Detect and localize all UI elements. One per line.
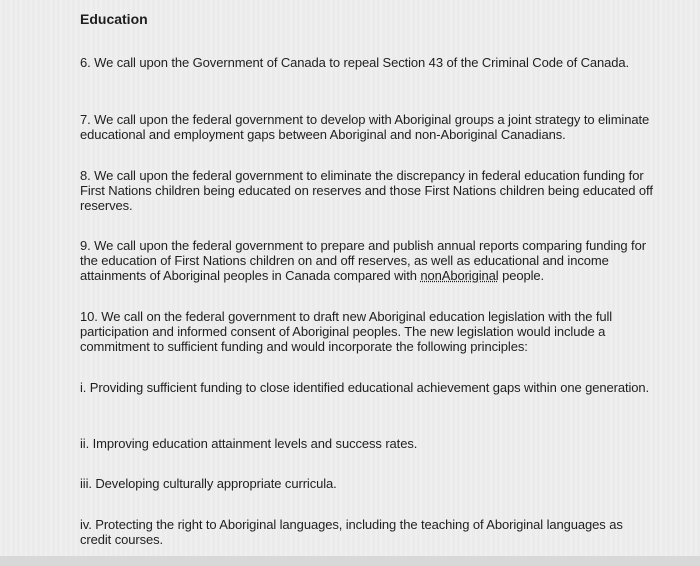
call-to-action-9-underlined-term: nonAboriginal <box>420 268 499 283</box>
call-to-action-7: 7. We call upon the federal government to develop with Aboriginal groups a joint strategy to eliminate educational and employment gaps between Aboriginal and non-Aboriginal Canadians. <box>80 112 650 142</box>
call-to-action-9 <box>80 238 655 283</box>
section-heading: Education <box>80 11 148 27</box>
call-to-action-6: 6. We call upon the Government of Canada to repeal Section 43 of the Criminal Code of Canada. <box>80 55 630 70</box>
call-to-action-8: 8. We call upon the federal government to eliminate the discrepancy in federal education funding for First Nations children being educated on reserves and those First Nations children being educated off reserves. <box>80 168 653 213</box>
principle-iii: iii. Developing culturally appropriate curricula. <box>80 476 337 491</box>
call-to-action-10: 10. We call on the federal government to draft new Aboriginal education legislation with the full participation and informed consent of Aboriginal peoples. The new legislation would include a commitment to sufficient funding and would incorporate the following principles: <box>80 309 613 354</box>
bottom-edge-strip <box>0 556 700 566</box>
principle-ii: ii. Improving education attainment levels and success rates. <box>80 436 418 451</box>
call-to-action-9-text: 9. We call upon the federal government to prepare and publish annual reports comparing funding for the education of First Nations children on and off reserves, as well as educational and income attainments of Aboriginal peoples in Canada compared with <box>80 238 646 283</box>
call-to-action-9-end: people. <box>498 268 545 283</box>
principle-i: i. Providing sufficient funding to close identified educational achievement gaps within one generation. <box>80 380 650 395</box>
principle-iv: iv. Protecting the right to Aboriginal languages, including the teaching of Aboriginal languages as credit courses. <box>80 517 623 547</box>
